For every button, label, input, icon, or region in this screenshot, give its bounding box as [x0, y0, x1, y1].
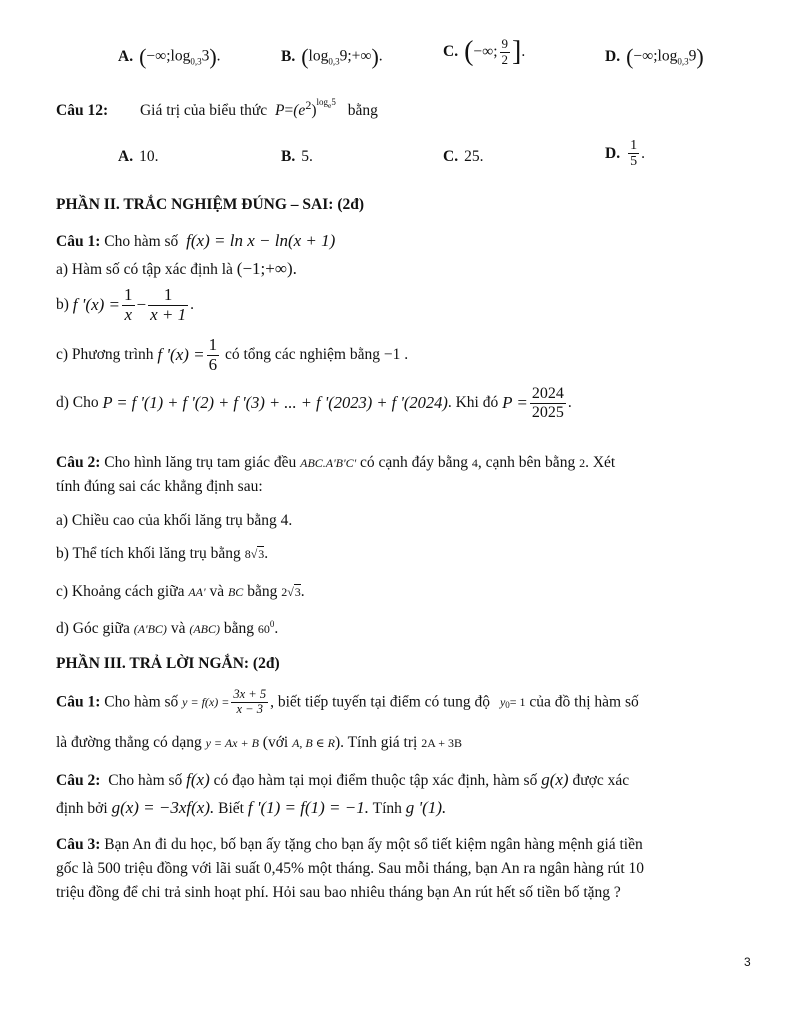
part3-q2: Câu 2: Cho hàm số f(x) có đạo hàm tại mọi điểm thuộc tập xác định, hàm số g(x) được xác — [56, 770, 630, 789]
part2-q1-d: d) Cho P = f '(1) + f '(2) + f '(3) + ... + f '(2023) + f '(2024). Khi đó P = $\frac{2024}{2025}$ . — [56, 385, 572, 421]
part3-q3-line2: gốc là 500 triệu đồng với lãi suất 0,45% một tháng. Sau mỗi tháng, bạn An ra ngân hàng rút 10 — [56, 860, 645, 877]
page-number: 3 — [744, 955, 751, 969]
part2-q1-b: b) f '(x) = $\frac{1}{x}$ − $\frac{1}{x + 1}$ . — [56, 285, 194, 324]
part2-q1-a: a) Hàm số có tập xác định là (−1;+∞). — [56, 259, 297, 278]
part2-q1-c: c) Phương trình f '(x) = $\frac{1}{6}$ có tổng các nghiệm bằng −1 . — [56, 335, 409, 374]
q12-option-a: A. 10. — [118, 148, 159, 165]
part3-q2-label: Câu 2: — [56, 772, 101, 789]
part2-q2-b: b) Thể tích khối lăng trụ bằng 8√3. — [56, 545, 269, 562]
part2-heading: PHẦN II. TRẮC NGHIỆM ĐÚNG – SAI: (2đ) — [56, 196, 365, 213]
q11-option-a: A. $(-\infty;\log_{0,3}3)$. — [118, 44, 221, 69]
part2-q2-label: Câu 2: — [56, 454, 101, 471]
q11-option-d: D. $(-\infty;\log_{0,3}9)$ — [605, 44, 704, 69]
part2-q2-d: d) Góc giữa (A'BC) và (ABC) bằng $60^0$. — [56, 619, 279, 638]
part2-q2-line2: tính đúng sai các khẳng định sau: — [56, 478, 263, 495]
q12-option-b: B. 5. — [281, 148, 313, 165]
part3-q3-label: Câu 3: — [56, 836, 101, 853]
part3-q2-line2: định bởi g(x) = −3xf(x). Biết f '(1) = f(1) = −1. Tính g '(1). — [56, 798, 447, 817]
q11-option-c: C. (−∞; $\frac{9}{2}$ ]. — [443, 36, 526, 67]
part3-q1: Câu 1: Cho hàm số y = f(x) = $\frac{3x + 5}{x - 3}$ , biết tiếp tuyến tại điểm có tung độ $y_0= 1$ của đồ thị hàm số — [56, 687, 639, 716]
part2-q2-a: a) Chiều cao của khối lăng trụ bằng 4. — [56, 512, 293, 529]
part3-q1-line2: là đường thẳng có dạng y = Ax + B (với A, B ∈ R). Tính giá trị 2A + 3B — [56, 734, 462, 751]
part2-q2-c: c) Khoảng cách giữa AA' và BC bằng 2√3. — [56, 583, 305, 600]
part3-q1-label: Câu 1: — [56, 693, 101, 711]
q12-option-c: C. 25. — [443, 148, 484, 165]
part2-q2: Câu 2: Cho hình lăng trụ tam giác đều ABC.A'B'C' có cạnh đáy bằng 4, cạnh bên bằng 2. Xét — [56, 454, 616, 471]
part2-q1: Câu 1: Cho hàm số f(x) = ln x − ln(x + 1) — [56, 231, 336, 250]
part3-heading: PHẦN III. TRẢ LỜI NGẮN: (2đ) — [56, 655, 280, 672]
part3-q3: Câu 3: Bạn An đi du học, bố bạn ấy tặng cho bạn ấy một sổ tiết kiệm ngân hàng mệnh giá tiền — [56, 836, 643, 853]
q12-option-d: D. $\frac{1}{5}$ . — [605, 138, 645, 170]
q12-label: Câu 12: — [56, 102, 109, 120]
q12-question: Câu 12: Giá trị của biểu thức $P=(e^2)^{log_e5}$ bằng — [56, 97, 378, 120]
q11-option-b: B. $(\log_{0,3}9;+\infty)$. — [281, 44, 383, 69]
part2-q1-label: Câu 1: — [56, 233, 101, 250]
part3-q3-line3: triệu đồng để chi trả sinh hoạt phí. Hỏi sau bao nhiêu tháng bạn An rút hết số tiền bố tặng ? — [56, 884, 621, 901]
